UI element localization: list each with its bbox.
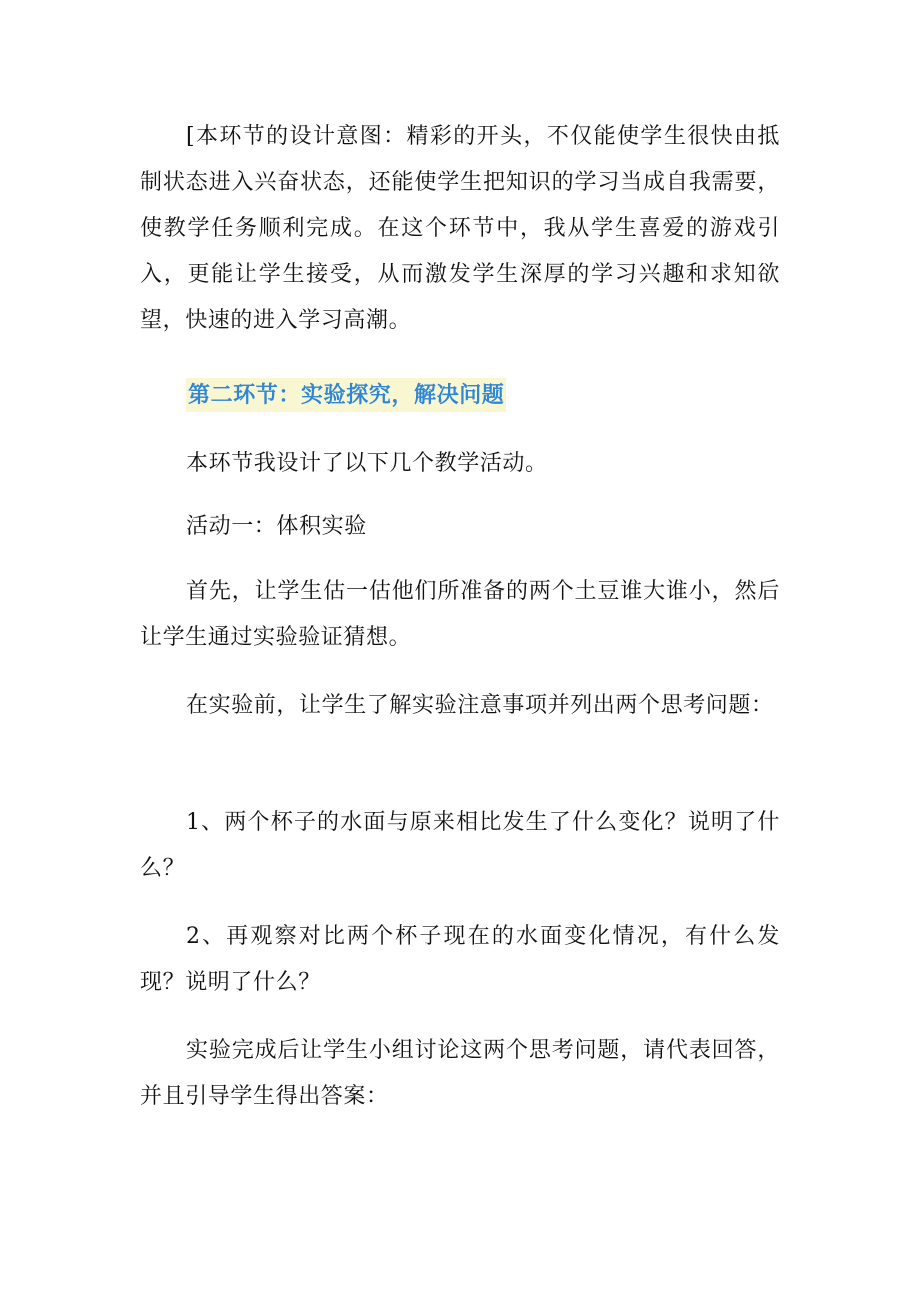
section-heading xyxy=(186,378,506,413)
after-experiment-paragraph: 实验完成后让学生小组讨论这两个思考问题，请代表回答，并且引导学生得出答案： xyxy=(140,1038,780,1109)
activities-intro-paragraph: 本环节我设计了以下几个教学活动。 xyxy=(186,451,548,476)
design-intent-paragraph: [本环节的设计意图：精彩的开头，不仅能使学生很快由抵制状态进入兴奋状态，还能使学生把知识的学习当成自我需要，使教学任务顺利完成。在这个环节中，我从学生喜爱的游戏引入，更能让学生接受，从而激发学生深厚的学习兴趣和求知欲望，快速的进入学习高潮。 xyxy=(140,124,780,333)
section-heading-text: 第二环节：实验探究，解决问题 xyxy=(186,378,506,412)
before-experiment-paragraph: 在实验前，让学生了解实验注意事项并列出两个思考问题： xyxy=(186,693,774,718)
question-one-paragraph: 1、两个杯子的水面与原来相比发生了什么变化？说明了什么？ xyxy=(140,810,780,881)
question-two-paragraph: 2、再观察对比两个杯子现在的水面变化情况，有什么发现？说明了什么？ xyxy=(140,924,780,995)
activity-one-title: 活动一：体积实验 xyxy=(186,514,367,539)
estimate-paragraph: 首先，让学生估一估他们所准备的两个土豆谁大谁小，然后让学生通过实验验证猜想。 xyxy=(140,579,780,650)
